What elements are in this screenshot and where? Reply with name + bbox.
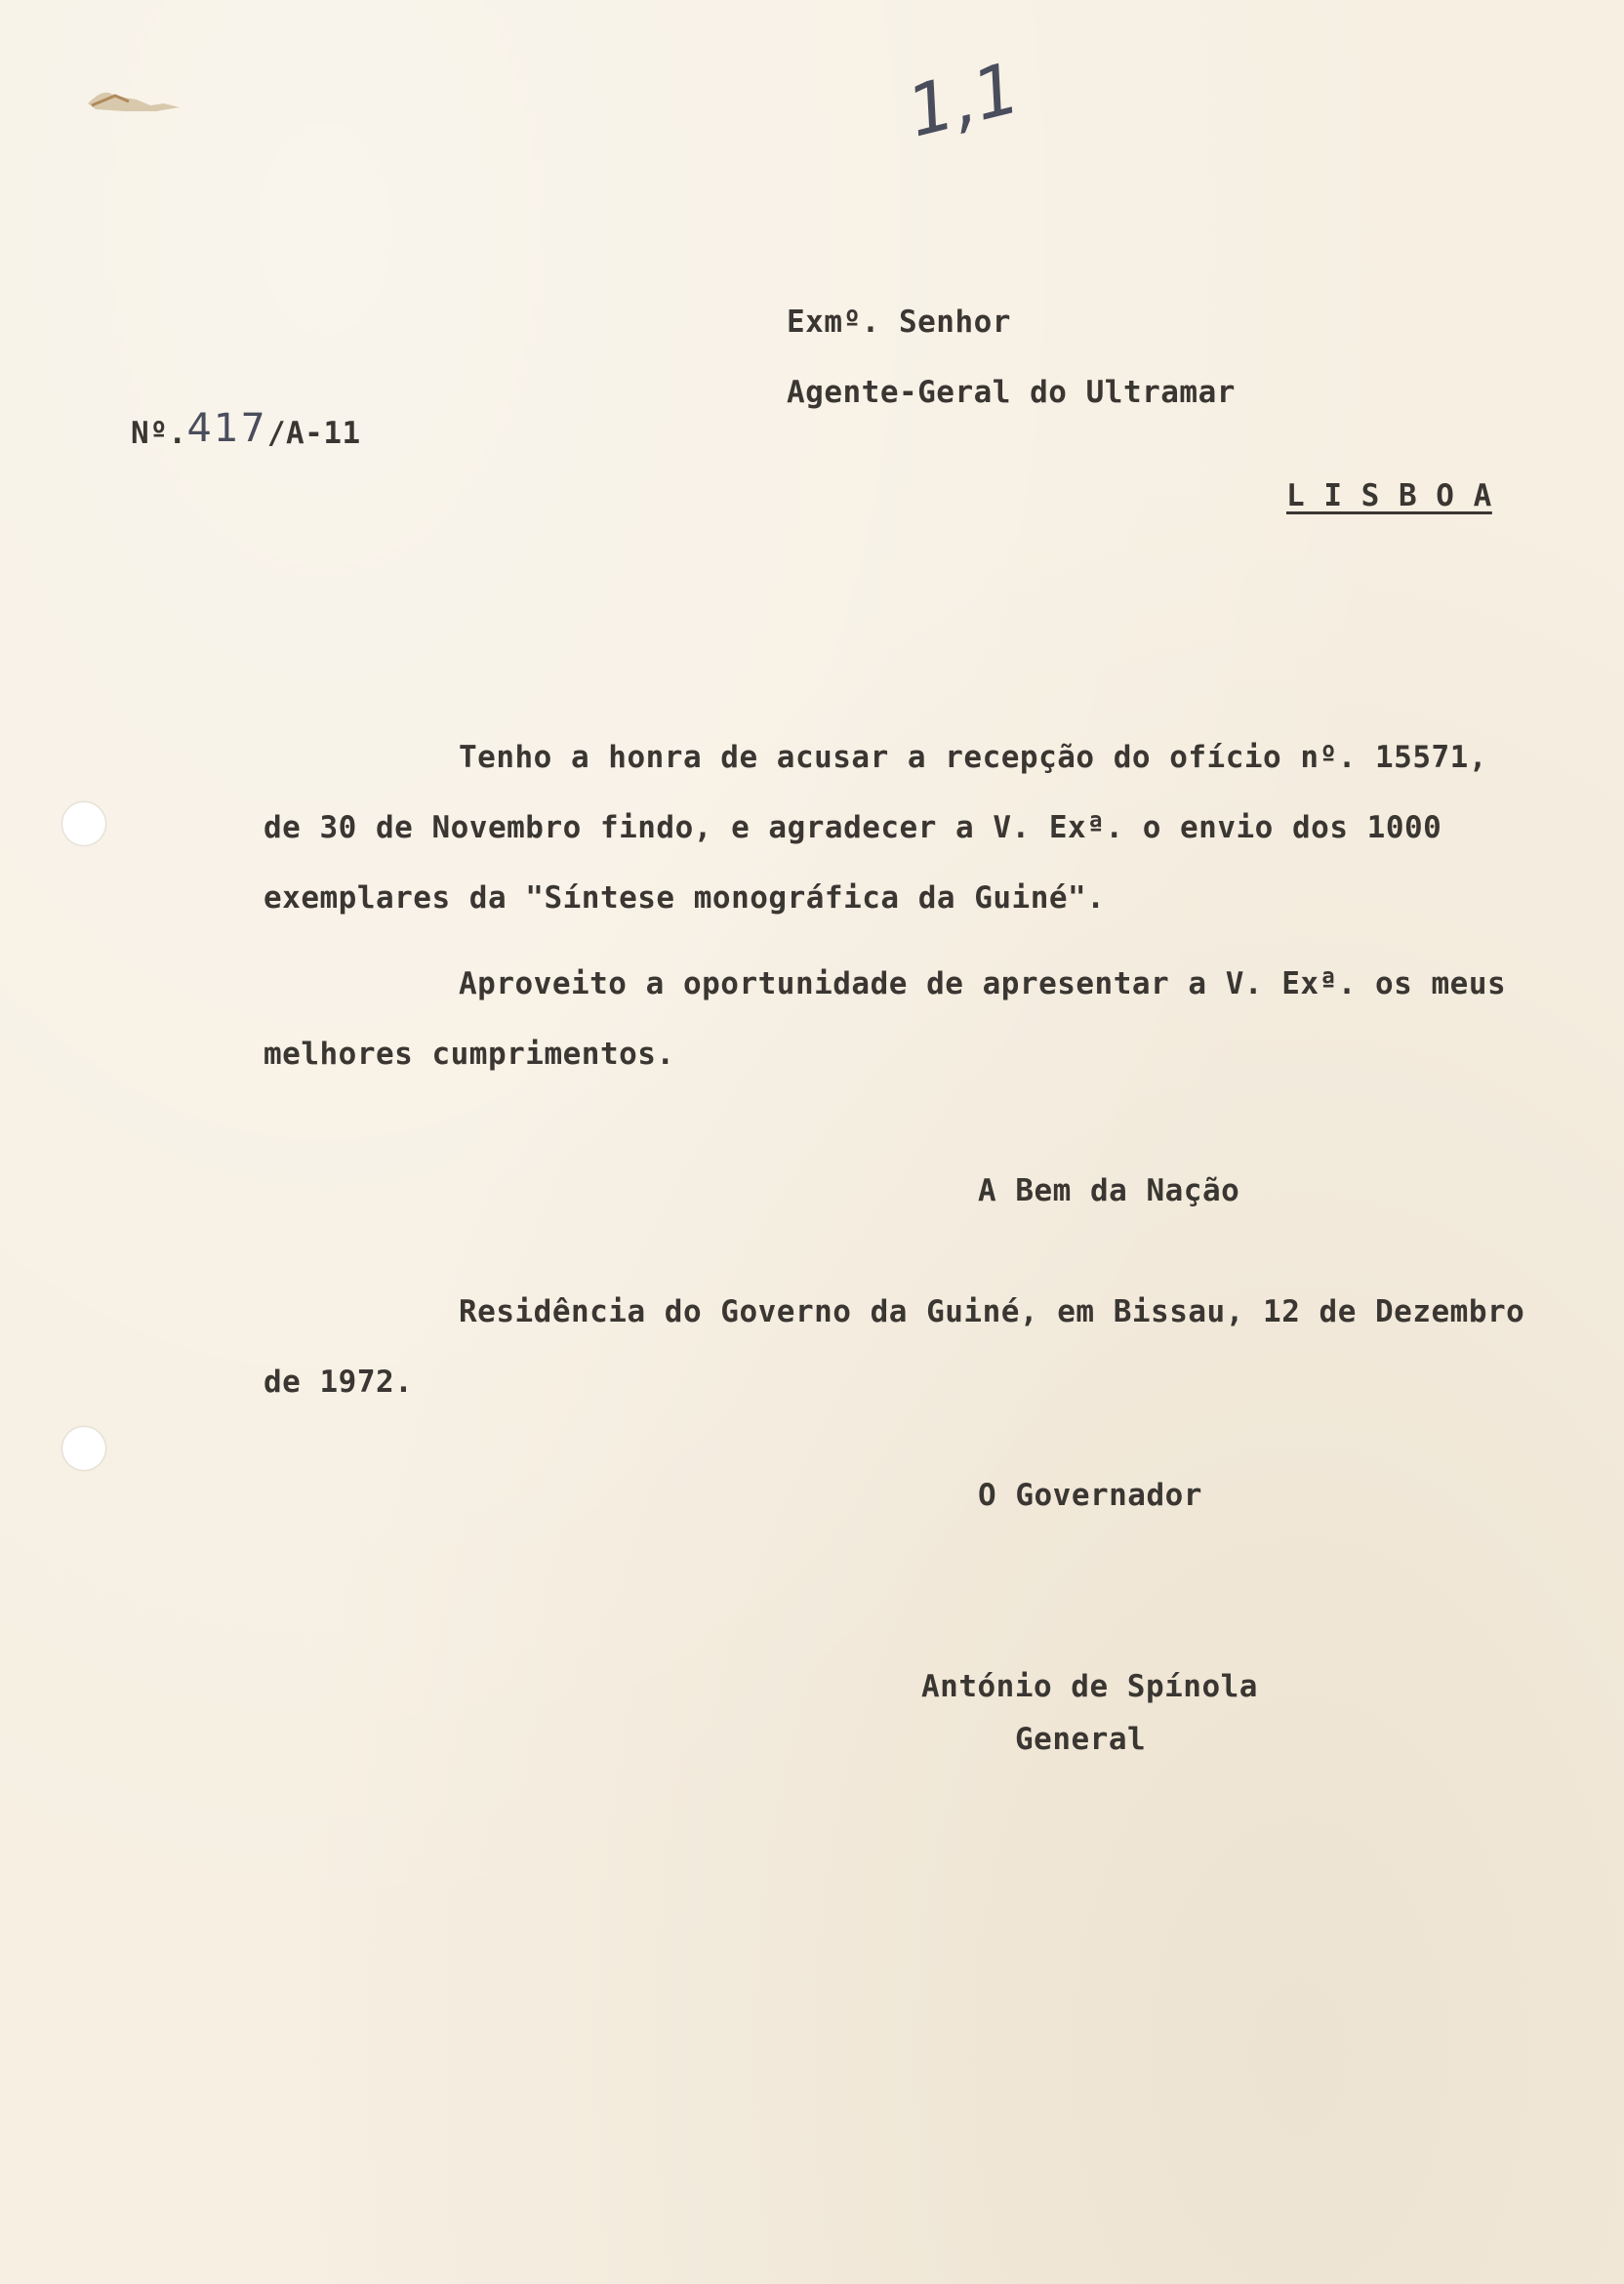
reference-handwritten-number: 417 [186, 406, 267, 451]
reference-number [131, 408, 361, 453]
reference-prefix: Nº. [131, 416, 187, 451]
recipient-title: Agente-Geral do Ultramar [787, 375, 1236, 410]
punch-hole-bottom [62, 1427, 105, 1470]
paragraph2-line2: melhores cumprimentos. [264, 1037, 675, 1072]
paragraph1-line3: exemplares da "Síntese monográfica da Guiné". [264, 880, 1106, 916]
place-date-line1: Residência do Governo da Guiné, em Bissau, 12 de Dezembro [459, 1294, 1525, 1329]
signatory-name: António de Spínola [921, 1669, 1258, 1704]
punch-hole-top [62, 802, 105, 845]
paragraph1-line1: Tenho a honra de acusar a recepção do ofício nº. 15571, [459, 740, 1487, 775]
reference-suffix: /A-11 [266, 416, 361, 451]
torn-corner-mark [86, 76, 193, 115]
place-date-line2: de 1972. [264, 1365, 414, 1400]
recipient-city: L I S B O A [1286, 478, 1492, 513]
paragraph2-line1: Aproveito a oportunidade de apresentar a V. Exª. os meus [459, 966, 1507, 1001]
signature-title: O Governador [978, 1478, 1202, 1513]
paragraph1-line2: de 30 de Novembro findo, e agradecer a V. Exª. o envio dos 1000 [264, 810, 1442, 845]
signatory-rank: General [1015, 1722, 1147, 1757]
recipient-salutation: Exmº. Senhor [787, 305, 1011, 340]
folio-mark: 1,1 [899, 46, 1028, 153]
closing-formula: A Bem da Nação [978, 1173, 1240, 1208]
